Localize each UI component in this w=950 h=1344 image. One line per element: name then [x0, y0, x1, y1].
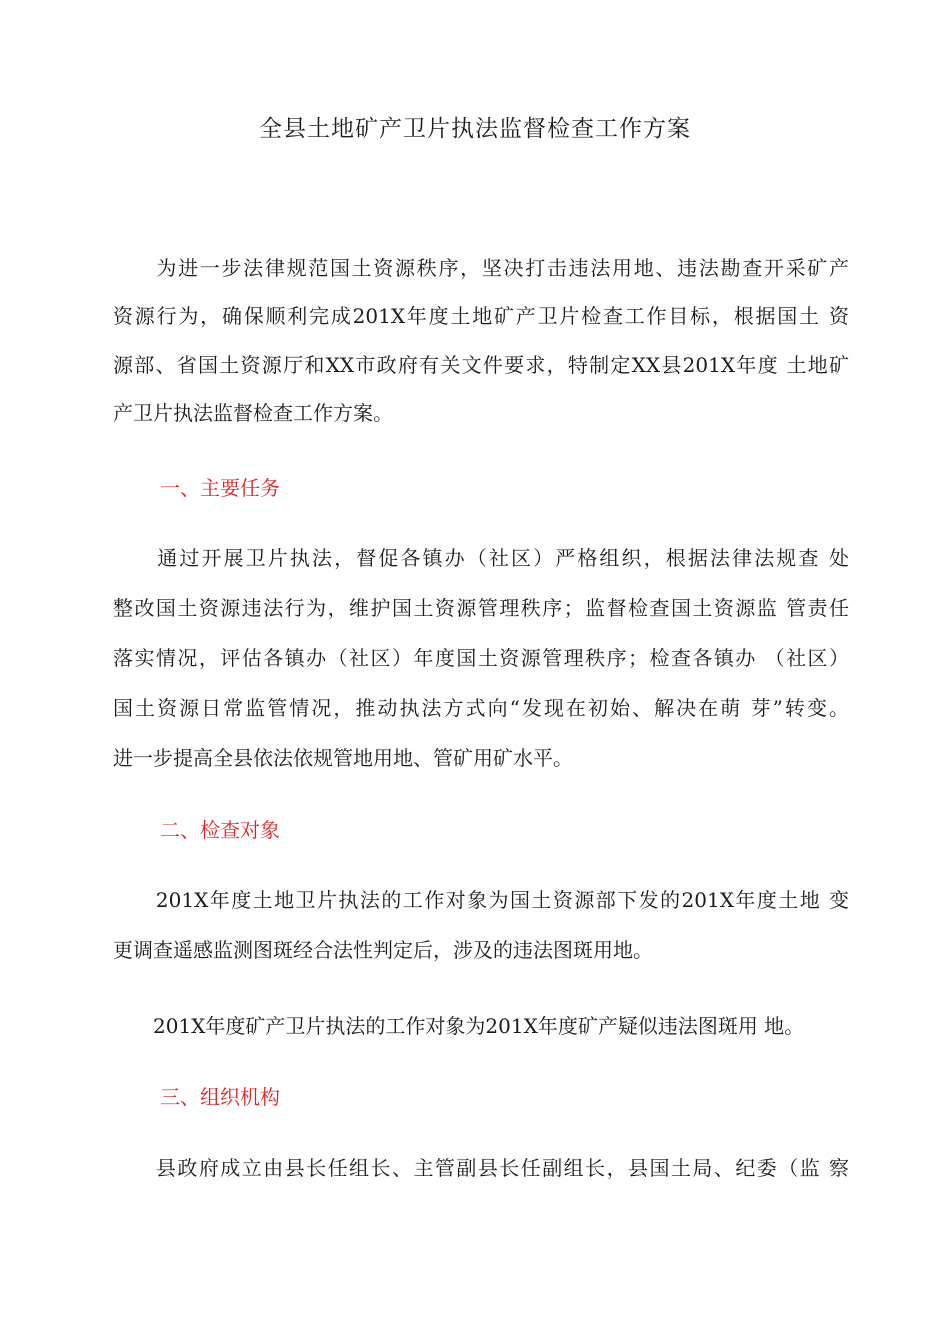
section-heading-organization: 三、组织机构 [160, 1085, 280, 1109]
section-heading-main-tasks: 一、主要任务 [160, 476, 280, 500]
section1-line: 国土资源日常监管情况，推动执法方式向“发现在初始、解决在萌 芽”转变。 [113, 696, 849, 720]
intro-line: 产卫片执法监督检查工作方案。 [113, 401, 393, 425]
section2-line: 201X年度土地卫片执法的工作对象为国土资源部下发的201X年度土地 变 [113, 888, 849, 912]
section2-line: 更调查遥感监测图斑经合法性判定后，涉及的违法图斑用地。 [113, 938, 653, 962]
section1-line: 通过开展卫片执法，督促各镇办（社区）严格组织，根据法律法规查 处 [113, 546, 849, 570]
section1-line: 整改国土资源违法行为，维护国土资源管理秩序；监督检查国土资源监 管责任 [113, 596, 849, 620]
section1-line: 落实情况，评估各镇办（社区）年度国土资源管理秩序；检查各镇办 （社区） [113, 646, 849, 670]
intro-line: 资源行为，确保顺利完成201X年度土地矿产卫片检查工作目标，根据国土 资 [113, 304, 849, 328]
intro-line: 为进一步法律规范国土资源秩序，坚决打击违法用地、违法勘查开采矿产 [113, 256, 849, 280]
section1-line: 进一步提高全县依法依规管地用地、管矿用矿水平。 [113, 746, 573, 770]
intro-line: 源部、省国土资源厅和XX市政府有关文件要求，特制定XX县201X年度 土地矿 [113, 353, 849, 377]
section2-line: 201X年度矿产卫片执法的工作对象为201X年度矿产疑似违法图斑用 地。 [113, 1014, 805, 1038]
document-title: 全县土地矿产卫片执法监督检查工作方案 [259, 116, 691, 142]
section-heading-inspection-targets: 二、检查对象 [160, 818, 280, 842]
section3-line: 县政府成立由县长任组长、主管副县长任副组长，县国土局、纪委（监 察 [113, 1156, 849, 1180]
